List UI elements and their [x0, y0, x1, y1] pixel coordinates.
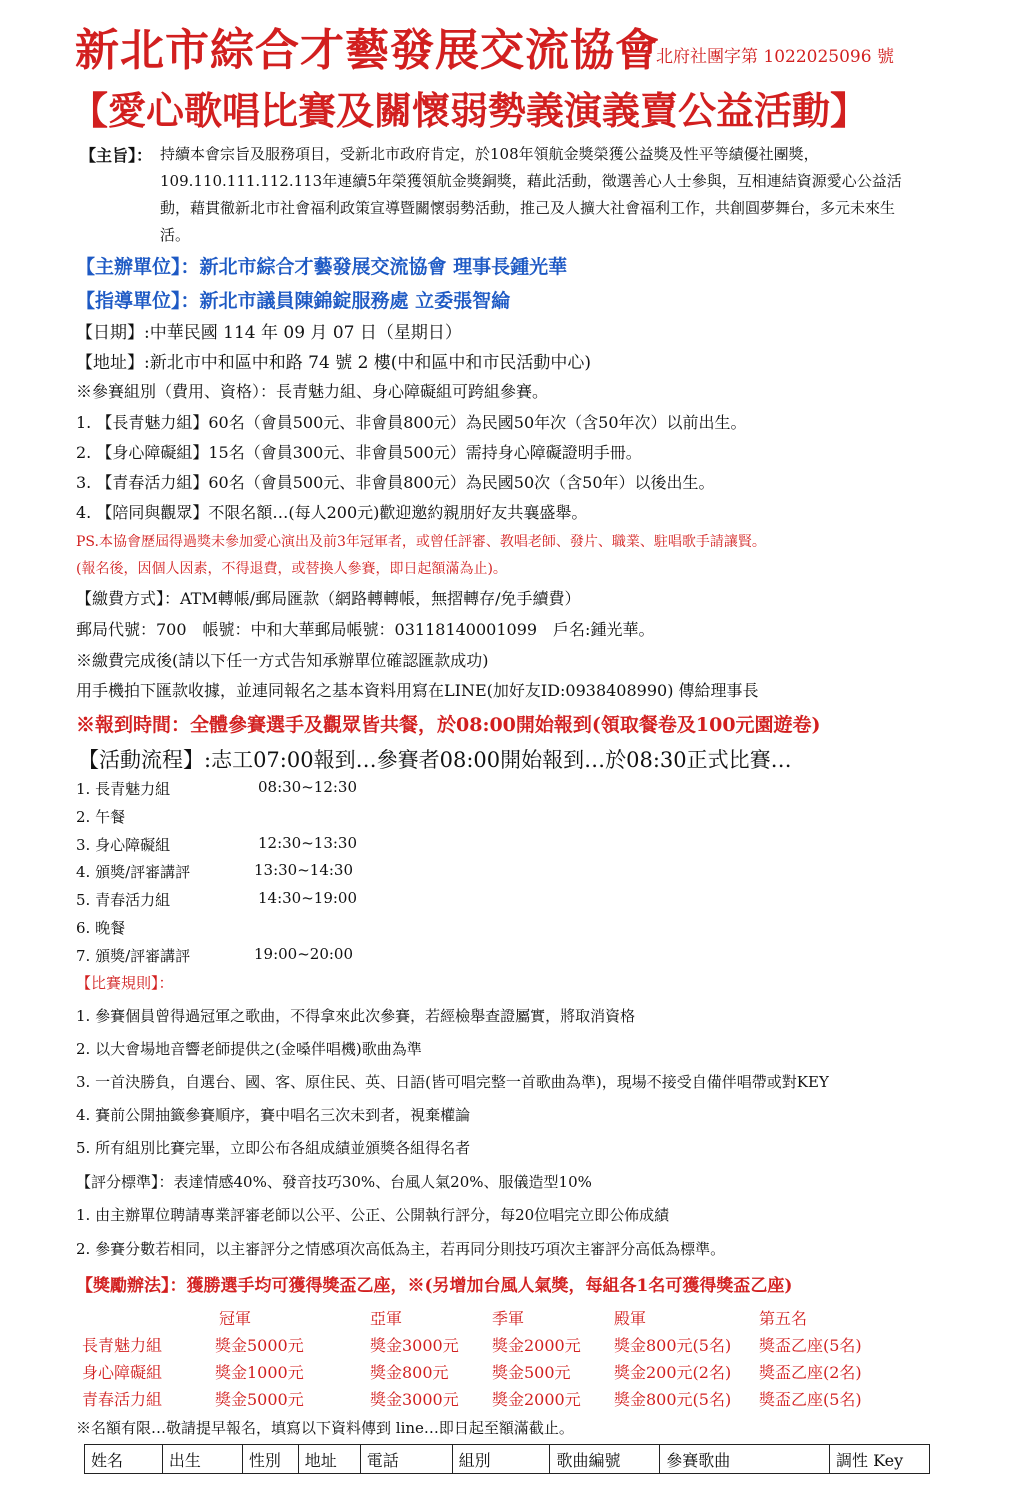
payment-line: 用手機拍下匯款收據，並連同報名之基本資料用寫在LINE(加好友ID:0938408990) 傳給理事長 — [76, 681, 759, 700]
scoring-label: 【評分標準】：表達情感40%、發音技巧30%、台風人氣20%、服儀造型10% — [76, 1173, 592, 1191]
prize-cell: 獎金3000元 — [370, 1390, 459, 1409]
process-heading: 【活動流程】:志工07:00報到…參賽者08:00開始報到…於08:30正式比賽… — [78, 748, 792, 772]
schedule-item: 4. 頒獎/評審講評 — [76, 863, 191, 881]
prize-cell: 獎金800元(5名) — [614, 1390, 732, 1409]
event-title: 【愛心歌唱比賽及關懷弱勢義演義賣公益活動】 — [70, 88, 869, 133]
prize-table — [82, 1304, 902, 1412]
form-column: 歌曲編號 — [550, 1445, 660, 1474]
payment-account: 郵局代號：700 帳號：中和大華郵局帳號：03118140001099 戶名:鍾光華。 — [76, 620, 655, 639]
schedule-item: 7. 頒獎/評審講評 — [76, 947, 191, 965]
prize-group: 青春活力組 — [82, 1390, 163, 1409]
prize-cell: 獎金5000元 — [215, 1336, 304, 1355]
form-column: 組別 — [452, 1445, 550, 1474]
payment-method: 【繳費方式】：ATM轉帳/郵局匯款（網路轉轉帳，無摺轉存/免手續費） — [76, 589, 581, 608]
prize-row — [82, 1331, 902, 1358]
ps-note: PS.本協會歷屆得過獎未參加愛心演出及前3年冠軍者，或曾任評審、教唱老師、發片、職業、駐唱歌手請讓賢。 — [76, 534, 766, 550]
rule-item: 4. 賽前公開抽籤參賽順序，賽中唱名三次未到者，視棄權論 — [76, 1106, 471, 1124]
rule-item: 2. 以大會場地音響老師提供之(金嗓伴唱機)歌曲為準 — [76, 1040, 422, 1058]
schedule-time: 19:00~20:00 — [254, 945, 354, 963]
purpose-text: 持續本會宗旨及服務項目，受新北市政府肯定，於108年領航金獎榮獲公益獎及性平等績優社團獎，109.110.111.112.113年連續5年榮獲領航金獎銅獎，藉此活動，徵選善心人士參與，互相連結資源愛心公益活動，藉貫徹新北市社會福利政策宣導暨關懷弱勢活動，推己及人擴大社會福利工作，共創圓夢舞台，多元未來生活。 — [160, 145, 902, 244]
scoring-item: 2. 參賽分數若相同，以主審評分之情感項次高低為主，若再同分則技巧項次主審評分高低為標準。 — [76, 1240, 726, 1258]
scoring-item: 1. 由主辦單位聘請專業評審老師以公平、公正、公開執行評分，每20位唱完立即公佈成績 — [76, 1206, 670, 1224]
schedule-item: 3. 身心障礙組 — [76, 836, 171, 854]
form-column: 出生 — [162, 1445, 242, 1474]
prize-cell: 獎盃乙座(5名) — [759, 1390, 862, 1409]
group-item: 1. 【長青魅力組】60名（會員500元、非會員800元）為民國50年次（含50年次）以前出生。 — [76, 413, 747, 432]
prize-cell: 獎金800元 — [370, 1363, 449, 1382]
schedule-time: 13:30~14:30 — [254, 861, 354, 879]
prize-cell: 獎金1000元 — [215, 1363, 304, 1382]
prize-group: 長青魅力組 — [82, 1336, 163, 1355]
prize-cell: 獎金5000元 — [215, 1390, 304, 1409]
form-column: 調性 Key — [830, 1445, 930, 1474]
prize-header: 殿軍 — [614, 1309, 647, 1328]
group-item: 3. 【青春活力組】60名（會員500元、非會員800元）為民國50次（含50年）以後出生。 — [76, 473, 715, 492]
rule-item: 5. 所有組別比賽完畢，立即公布各組成績並頒獎各組得名者 — [76, 1139, 471, 1157]
prize-cell: 獎金2000元 — [492, 1390, 581, 1409]
event-date: 【日期】:中華民國 114 年 09 月 07 日（星期日） — [76, 323, 462, 343]
organizer: 【主辦單位】：新北市綜合才藝發展交流協會 理事長鍾光華 — [76, 256, 568, 278]
ps-note-refund: (報名後，因個人因素，不得退費，或替換人參賽，即日起額滿為止)。 — [76, 561, 507, 577]
group-item: 4. 【陪同與觀眾】不限名額…(每人200元)歡迎邀約親朋好友共襄盛舉。 — [76, 503, 588, 522]
schedule-time: 12:30~13:30 — [258, 834, 358, 852]
prize-row — [82, 1358, 902, 1385]
prize-header: 冠軍 — [219, 1309, 252, 1328]
prize-header: 第五名 — [759, 1309, 808, 1328]
prize-header: 季軍 — [492, 1309, 525, 1328]
form-header-row — [85, 1445, 930, 1474]
groups-note: ※參賽組別（費用、資格）：長青魅力組、身心障礙組可跨組參賽。 — [76, 382, 549, 401]
prize-cell: 獎金3000元 — [370, 1336, 459, 1355]
payment-confirm: ※繳費完成後(請以下任一方式告知承辦單位確認匯款成功) — [76, 651, 489, 670]
rules-label: 【比賽規則】： — [76, 974, 174, 992]
form-column: 電話 — [360, 1445, 452, 1474]
schedule-time: 08:30~12:30 — [258, 778, 358, 796]
rule-item: 1. 參賽個員曾得過冠軍之歌曲，不得拿來此次參賽，若經檢舉查證屬實，將取消資格 — [76, 1007, 636, 1025]
prize-cell: 獎金2000元 — [492, 1336, 581, 1355]
association-title: 新北市綜合才藝發展交流協會 — [75, 25, 660, 76]
prize-cell: 獎金200元(2名) — [614, 1363, 732, 1382]
limit-note: ※名額有限…敬請提早報名，填寫以下資料傳到 line…即日起至額滿截止。 — [76, 1419, 574, 1437]
schedule-item: 6. 晚餐 — [76, 919, 126, 937]
schedule-item: 5. 青春活力組 — [76, 891, 171, 909]
prize-cell: 獎盃乙座(2名) — [759, 1363, 862, 1382]
schedule-item: 1. 長青魅力組 — [76, 780, 171, 798]
prize-header-row — [82, 1304, 902, 1331]
prize-header: 亞軍 — [370, 1309, 403, 1328]
prize-cell: 獎盃乙座(5名) — [759, 1336, 862, 1355]
registration-form-table — [84, 1444, 930, 1474]
group-item: 2. 【身心障礙組】15名（會員300元、非會員500元）需持身心障礙證明手冊。 — [76, 443, 642, 462]
form-column: 性別 — [242, 1445, 298, 1474]
form-column: 地址 — [298, 1445, 360, 1474]
checkin-time: ※報到時間：全體參賽選手及觀眾皆共餐，於08:00開始報到(領取餐卷及100元園遊卷) — [76, 714, 821, 736]
purpose-label: 【主旨】： — [80, 146, 153, 165]
prize-cell: 獎金500元 — [492, 1363, 571, 1382]
form-column: 姓名 — [85, 1445, 163, 1474]
prize-row — [82, 1385, 902, 1412]
event-address: 【地址】:新北市中和區中和路 74 號 2 樓(中和區中和市民活動中心) — [76, 353, 592, 373]
form-column: 參賽歌曲 — [660, 1445, 830, 1474]
schedule-time: 14:30~19:00 — [258, 889, 358, 907]
registration-number: 北府社團字第 1022025096 號 — [656, 47, 894, 67]
supervisor: 【指導單位】：新北市議員陳錦錠服務處 立委張智綸 — [76, 290, 511, 312]
rule-item: 3. 一首決勝負，自選台、國、客、原住民、英、日語(皆可唱完整一首歌曲為準)，現場不接受自備伴唱帶或對KEY — [76, 1073, 829, 1091]
prize-cell: 獎金800元(5名) — [614, 1336, 732, 1355]
prize-group: 身心障礙組 — [82, 1363, 163, 1382]
awards-label: 【獎勵辦法】：獲勝選手均可獲得獎盃乙座，※(另增加台風人氣獎，每組各1名可獲得獎盃乙座) — [76, 1276, 793, 1296]
schedule-item: 2. 午餐 — [76, 808, 126, 826]
